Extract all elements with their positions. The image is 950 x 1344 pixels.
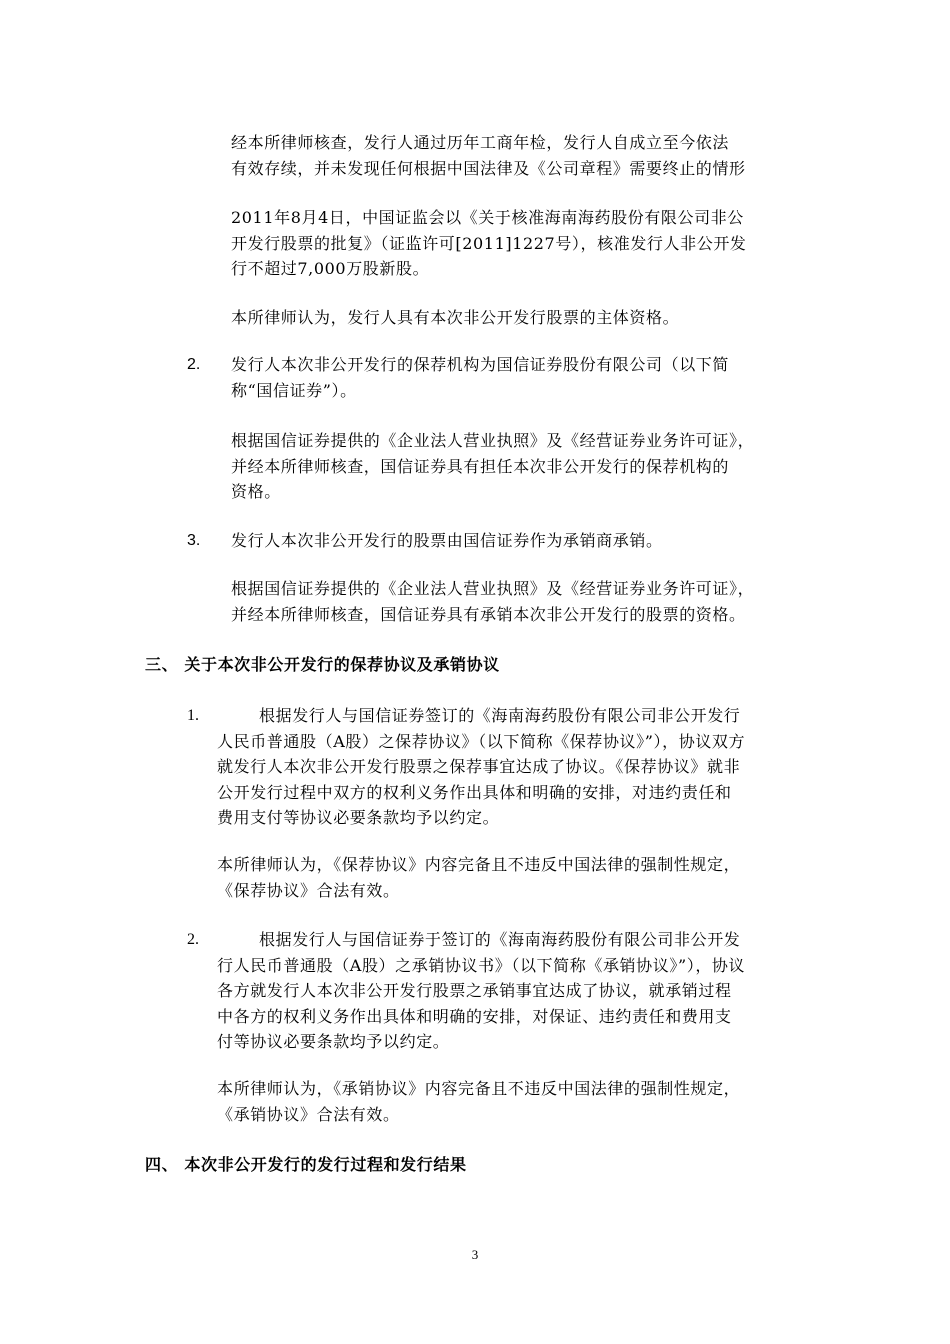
text-line: 资格。 [231,482,281,501]
text-line: 有效存续，并未发现任何根据中国法律及《公司章程》需要终止的情形 [231,158,746,178]
text-line: 付等协议必要条款均予以约定。 [217,1032,450,1051]
page-number: 3 [471,1247,479,1262]
list-number: 3. [187,532,201,549]
text-line: 2011年8月4日，中国证监会以《关于核准海南海药股份有限公司非公 [231,208,744,227]
text-line: 并经本所律师核查，国信证券具有担任本次非公开发行的保荐机构的 [231,456,730,476]
text-line: 称“国信证券”）。 [231,380,357,400]
text-line: 开发行股票的批复》（证监许可[2011]1227号），核准发行人非公开发 [231,233,747,253]
text-line: 本所律师认为，《承销协议》内容完备且不违反中国法律的强制性规定， [217,1079,741,1098]
text-line: 行不超过7,000万股新股。 [231,259,430,278]
text-line: 根据国信证券提供的《企业法人营业执照》及《经营证券业务许可证》， [231,431,755,450]
text-line: 《保荐协议》合法有效。 [217,880,400,900]
text-line: 并经本所律师核查，国信证券具有承销本次非公开发行的股票的资格。 [231,604,746,624]
list-number: 2. [187,931,199,948]
text-line: 中各方的权利义务作出具体和明确的安排，对保证、违约责任和费用支 [217,1006,732,1026]
section-heading-4: 四、 本次非公开发行的发行过程和发行结果 [145,1155,467,1174]
section-heading-3: 三、 关于本次非公开发行的保荐协议及承销协议 [145,655,500,674]
list-number: 2. [187,356,201,373]
text-line: 《承销协议》合法有效。 [217,1104,400,1124]
text-line: 行人民币普通股（A股）之承销协议书》（以下简称《承销协议》”），协议 [217,955,746,975]
text-line: 发行人本次非公开发行的保荐机构为国信证券股份有限公司（以下简 [231,355,730,374]
paragraph-underwriting-agreement-conclusion [217,1076,740,1127]
text-line: 人民币普通股（A股）之保荐协议》（以下简称《保荐协议》”），协议双方 [217,731,746,751]
text-line: 经本所律师核查，发行人通过历年工商年检，发行人自成立至今依法 [231,133,730,152]
list-item-underwriter [231,528,663,554]
list-item-sponsor-agreement [217,703,745,831]
text-line: 根据发行人与国信证券签订的《海南海药股份有限公司非公开发行 [259,706,741,725]
text-line: 根据国信证券提供的《企业法人营业执照》及《经营证券业务许可证》， [231,579,755,598]
paragraph-csrc-approval [231,205,747,282]
text-line: 就发行人本次非公开发行股票之保荐事宜达成了协议。《保荐协议》就非 [217,757,741,776]
text-line: 公开发行过程中双方的权利义务作出具体和明确的安排，对违约责任和 [217,782,732,802]
paragraph-sponsor-qualification [231,428,754,505]
paragraph-legal-status [231,130,746,181]
text-line: 发行人本次非公开发行的股票由国信证券作为承销商承销。 [231,531,663,550]
text-line: 本所律师认为，发行人具有本次非公开发行股票的主体资格。 [231,308,680,327]
list-item-sponsor [231,352,729,403]
list-number: 1. [187,707,199,724]
list-item-underwriting-agreement [217,927,745,1055]
text-line: 本所律师认为，《保荐协议》内容完备且不违反中国法律的强制性规定， [217,855,741,874]
paragraph-qualification-conclusion [231,305,679,331]
text-line: 费用支付等协议必要条款均予以约定。 [217,808,500,827]
paragraph-sponsor-agreement-conclusion [217,852,740,903]
text-line: 各方就发行人本次非公开发行股票之承销事宜达成了协议，就承销过程 [217,981,732,1000]
paragraph-underwriter-qualification [231,576,754,627]
text-line: 根据发行人与国信证券于签订的《海南海药股份有限公司非公开发 [259,930,741,949]
